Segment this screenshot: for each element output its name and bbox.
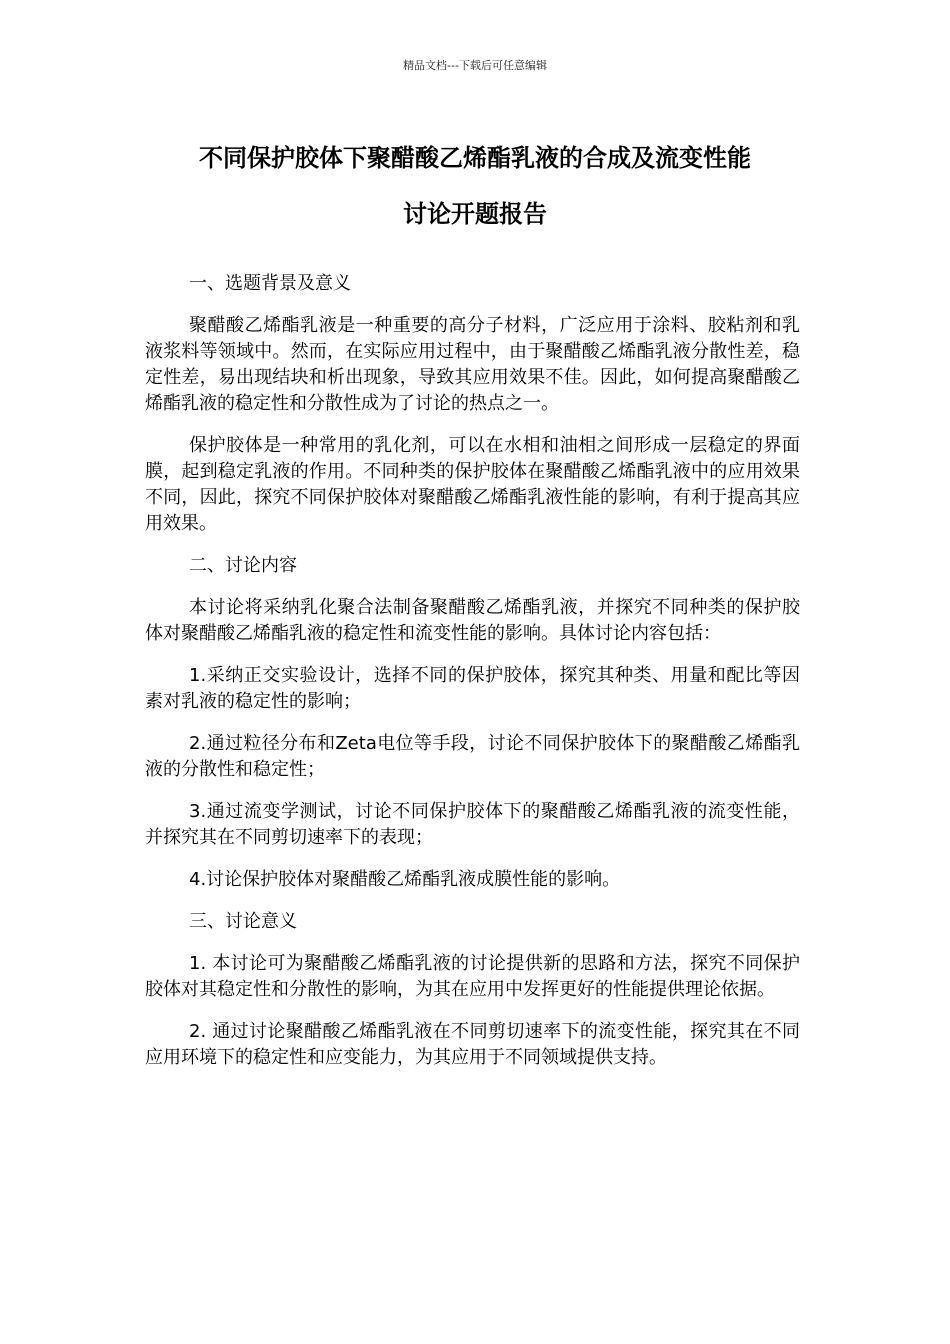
- title-line-2: 讨论开题报告: [403, 200, 547, 228]
- paragraph-background-1: 聚醋酸乙烯酯乳液是一种重要的高分子材料，广泛应用于涂料、胶粘剂和乳液浆料等领域中。然而，在实际应用过程中，由于聚醋酸乙烯酯乳液分散性差，稳定性差，易出现结块和析出现象，导致其应用效果不佳。因此，如何提高聚醋酸乙烯酯乳液的稳定性和分散性成为了讨论的热点之一。: [145, 315, 800, 414]
- content-list-item-4: 4.讨论保护胶体对聚醋酸乙烯酯乳液成膜性能的影响。: [189, 869, 621, 890]
- section-heading-background: 一、选题背景及意义: [189, 273, 351, 294]
- content-list-item-1: 1.采纳正交实验设计，选择不同的保护胶体，探究其种类、用量和配比等因素对乳液的稳定性的影响；: [145, 665, 800, 712]
- significance-item-1: 1. 本讨论可为聚醋酸乙烯酯乳液的讨论提供新的思路和方法，探究不同保护胶体对其稳定性和分散性的影响，为其在应用中发挥更好的性能提供理论依据。: [145, 953, 800, 1000]
- paragraph-content-intro: 本讨论将采纳乳化聚合法制备聚醋酸乙烯酯乳液，并探究不同种类的保护胶体对聚醋酸乙烯酯乳液的稳定性和流变性能的影响。具体讨论内容包括：: [145, 597, 800, 644]
- document-body: [145, 271, 800, 1087]
- significance-item-2: 2. 通过讨论聚醋酸乙烯酯乳液在不同剪切速率下的流变性能，探究其在不同应用环境下的稳定性和应变能力，为其应用于不同领域提供支持。: [145, 1021, 800, 1068]
- paragraph-background-2: 保护胶体是一种常用的乳化剂，可以在水相和油相之间形成一层稳定的界面膜，起到稳定乳液的作用。不同种类的保护胶体在聚醋酸乙烯酯乳液中的应用效果不同，因此，探究不同保护胶体对聚醋酸乙烯酯乳液性能的影响，有利于提高其应用效果。: [145, 435, 800, 534]
- title-line-1: 不同保护胶体下聚醋酸乙烯酯乳液的合成及流变性能: [199, 144, 751, 172]
- content-list-item-3: 3.通过流变学测试，讨论不同保护胶体下的聚醋酸乙烯酯乳液的流变性能，并探究其在不同剪切速率下的表现；: [145, 801, 800, 848]
- section-heading-content: 二、讨论内容: [189, 555, 297, 576]
- section-heading-significance: 三、讨论意义: [189, 911, 297, 932]
- page-header-note: 精品文档---下载后可任意编辑: [403, 59, 547, 72]
- document-title: [100, 130, 850, 242]
- content-list-item-2: 2.通过粒径分布和Zeta电位等手段，讨论不同保护胶体下的聚醋酸乙烯酯乳液的分散性和稳定性；: [145, 733, 800, 780]
